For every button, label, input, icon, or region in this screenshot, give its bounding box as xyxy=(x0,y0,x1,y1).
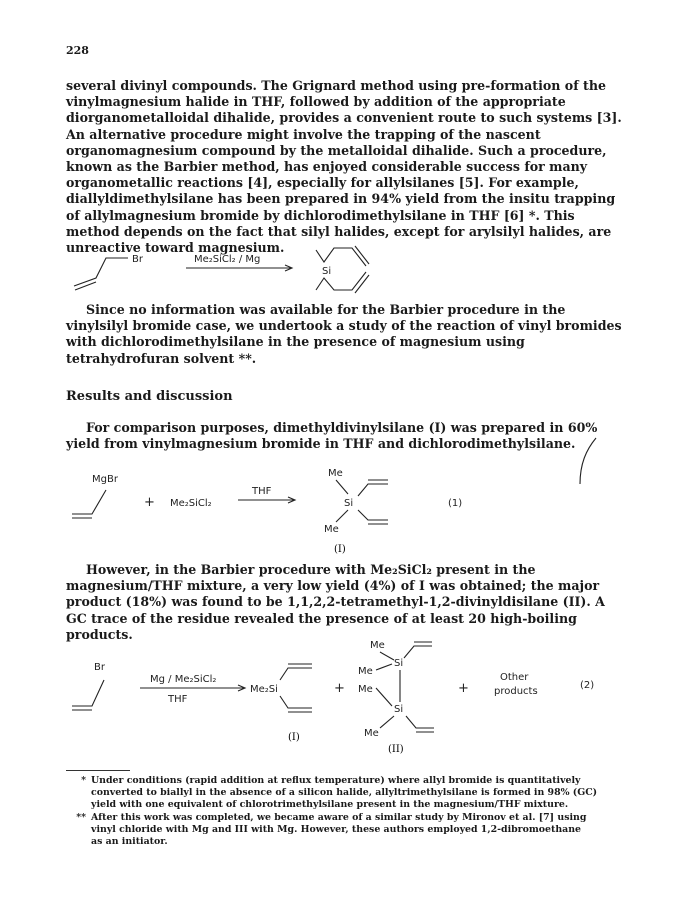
vinyl-bottom-1 xyxy=(358,510,388,520)
scheme-diallylsilane xyxy=(66,238,426,296)
scheme1-condition: THF xyxy=(252,486,272,497)
scheme2-condition: THF xyxy=(168,694,188,705)
scheme2-plus-1: + xyxy=(334,681,345,696)
scheme1-me-bottom: Me xyxy=(324,524,339,535)
scheme2-si-b: Si xyxy=(394,704,404,715)
vinyl-top-2 xyxy=(280,668,312,680)
scheme2-me-a: Me xyxy=(370,640,385,651)
section-heading: Results and discussion xyxy=(66,389,233,404)
scheme2-reagent: Mg / Me₂SiCl₂ xyxy=(150,674,217,685)
paragraph-barbier: Since no information was available for the Barbier procedure in the vinylsilyl bromide case, we undertook a study of the reaction of vinyl bromides with dichlorodimethylsilane in the presence of magnesium using tetrahydrofuran solvent **. xyxy=(66,302,622,366)
footnote-1: * Under conditions (rapid addition at reflux temperature) where allyl bromide is quantitatively converted to biallyl in the absence of a silicon halide, allyltrimethylsilane is formed in 98% (GC) yield with one equivalent of chlorotrimethylsilane present in the magnesium/THF mixture. xyxy=(81,775,598,810)
scheme1-reagent: Me₂SiCl₂ xyxy=(170,498,212,509)
footnote-rule xyxy=(66,770,130,771)
scheme0-si: Si xyxy=(322,266,332,277)
scheme2-product1: Me₂Si xyxy=(250,684,278,695)
scheme2-reactant: Br xyxy=(94,662,105,673)
vinyl-bond-1 xyxy=(72,490,106,514)
scheme-equation-2 xyxy=(66,636,626,756)
scheme2-si-a: Si xyxy=(394,658,404,669)
scheme1-eq-number: (1) xyxy=(448,498,463,509)
vinyl-bottom-2 xyxy=(280,696,312,708)
scheme2-label-2: (II) xyxy=(388,744,404,755)
scheme2-products: products xyxy=(494,686,538,697)
paragraph-results: However, in the Barbier procedure with Me₂SiCl₂ present in the magnesium/THF mixture, a very low yield (4%) of I was obtained; the major product (18%) was found to be 1,1,2,2-tetramethyl-1,2-divinyldisilane (II). A GC trace of the residue revealed the presence of at least 20 high-boiling products. xyxy=(66,562,605,642)
scheme2-me-d: Me xyxy=(364,728,379,739)
scheme2-me-b: Me xyxy=(358,666,373,677)
scheme1-compound-label: (I) xyxy=(334,544,346,555)
scheme2-eq-number: (2) xyxy=(580,680,595,691)
allyl-bond xyxy=(74,258,128,286)
scheme1-me-top: Me xyxy=(328,468,343,479)
page-number: 228 xyxy=(66,44,89,57)
scheme0-reagent: Me₂SiCl₂ / Mg xyxy=(194,254,261,265)
paragraph-intro: several divinyl compounds. The Grignard method using pre-formation of the vinylmagnesium halide in THF, followed by addition of the appropriate diorganometalloidal dihalide, provides a convenient route to such systems [3]. An alternative procedure might involve the trapping of the nascent organomagnesium compound by the metalloidal dihalide. Such a procedure, known as the Barbier method, has enjoyed considerable success for many organometallic reactions [4], especially for allylsilanes [5]. For example, diallyldimethylsilane has been prepared in 94% yield from the insitu trapping of allylmagnesium bromide by dichlorodimethylsilane in THF [6] *. This method depends on the fact that silyl halides, except for arylsilyl halides, are unreactive toward magnesium. xyxy=(66,78,622,256)
scheme2-plus-2: + xyxy=(458,681,469,696)
scheme1-plus: + xyxy=(144,495,155,510)
scheme1-si: Si xyxy=(344,498,354,509)
paragraph-comparison: For comparison purposes, dimethyldivinylsilane (I) was prepared in 60% yield from vinylmagnesium bromide in THF and dichlorodimethylsilane. xyxy=(66,420,598,452)
allyl-double-bond xyxy=(75,282,96,290)
scheme-equation-1 xyxy=(66,460,566,555)
vinyl-bond-2 xyxy=(72,680,104,706)
vinyl-top-1 xyxy=(358,484,388,496)
footnote-2: ** After this work was completed, we became aware of a similar study by Mironov et al. [7] using vinyl chloride with Mg and III with Mg. However, these authors employed 1,2-dibromoethane as an initiator. xyxy=(76,812,587,847)
scheme0-reactant: Br xyxy=(132,254,143,265)
pen-mark xyxy=(572,436,602,488)
scheme2-other: Other xyxy=(500,672,529,683)
scheme2-me-c: Me xyxy=(358,684,373,695)
scheme1-reactant: MgBr xyxy=(92,474,118,485)
scheme2-label-1: (I) xyxy=(288,732,300,743)
